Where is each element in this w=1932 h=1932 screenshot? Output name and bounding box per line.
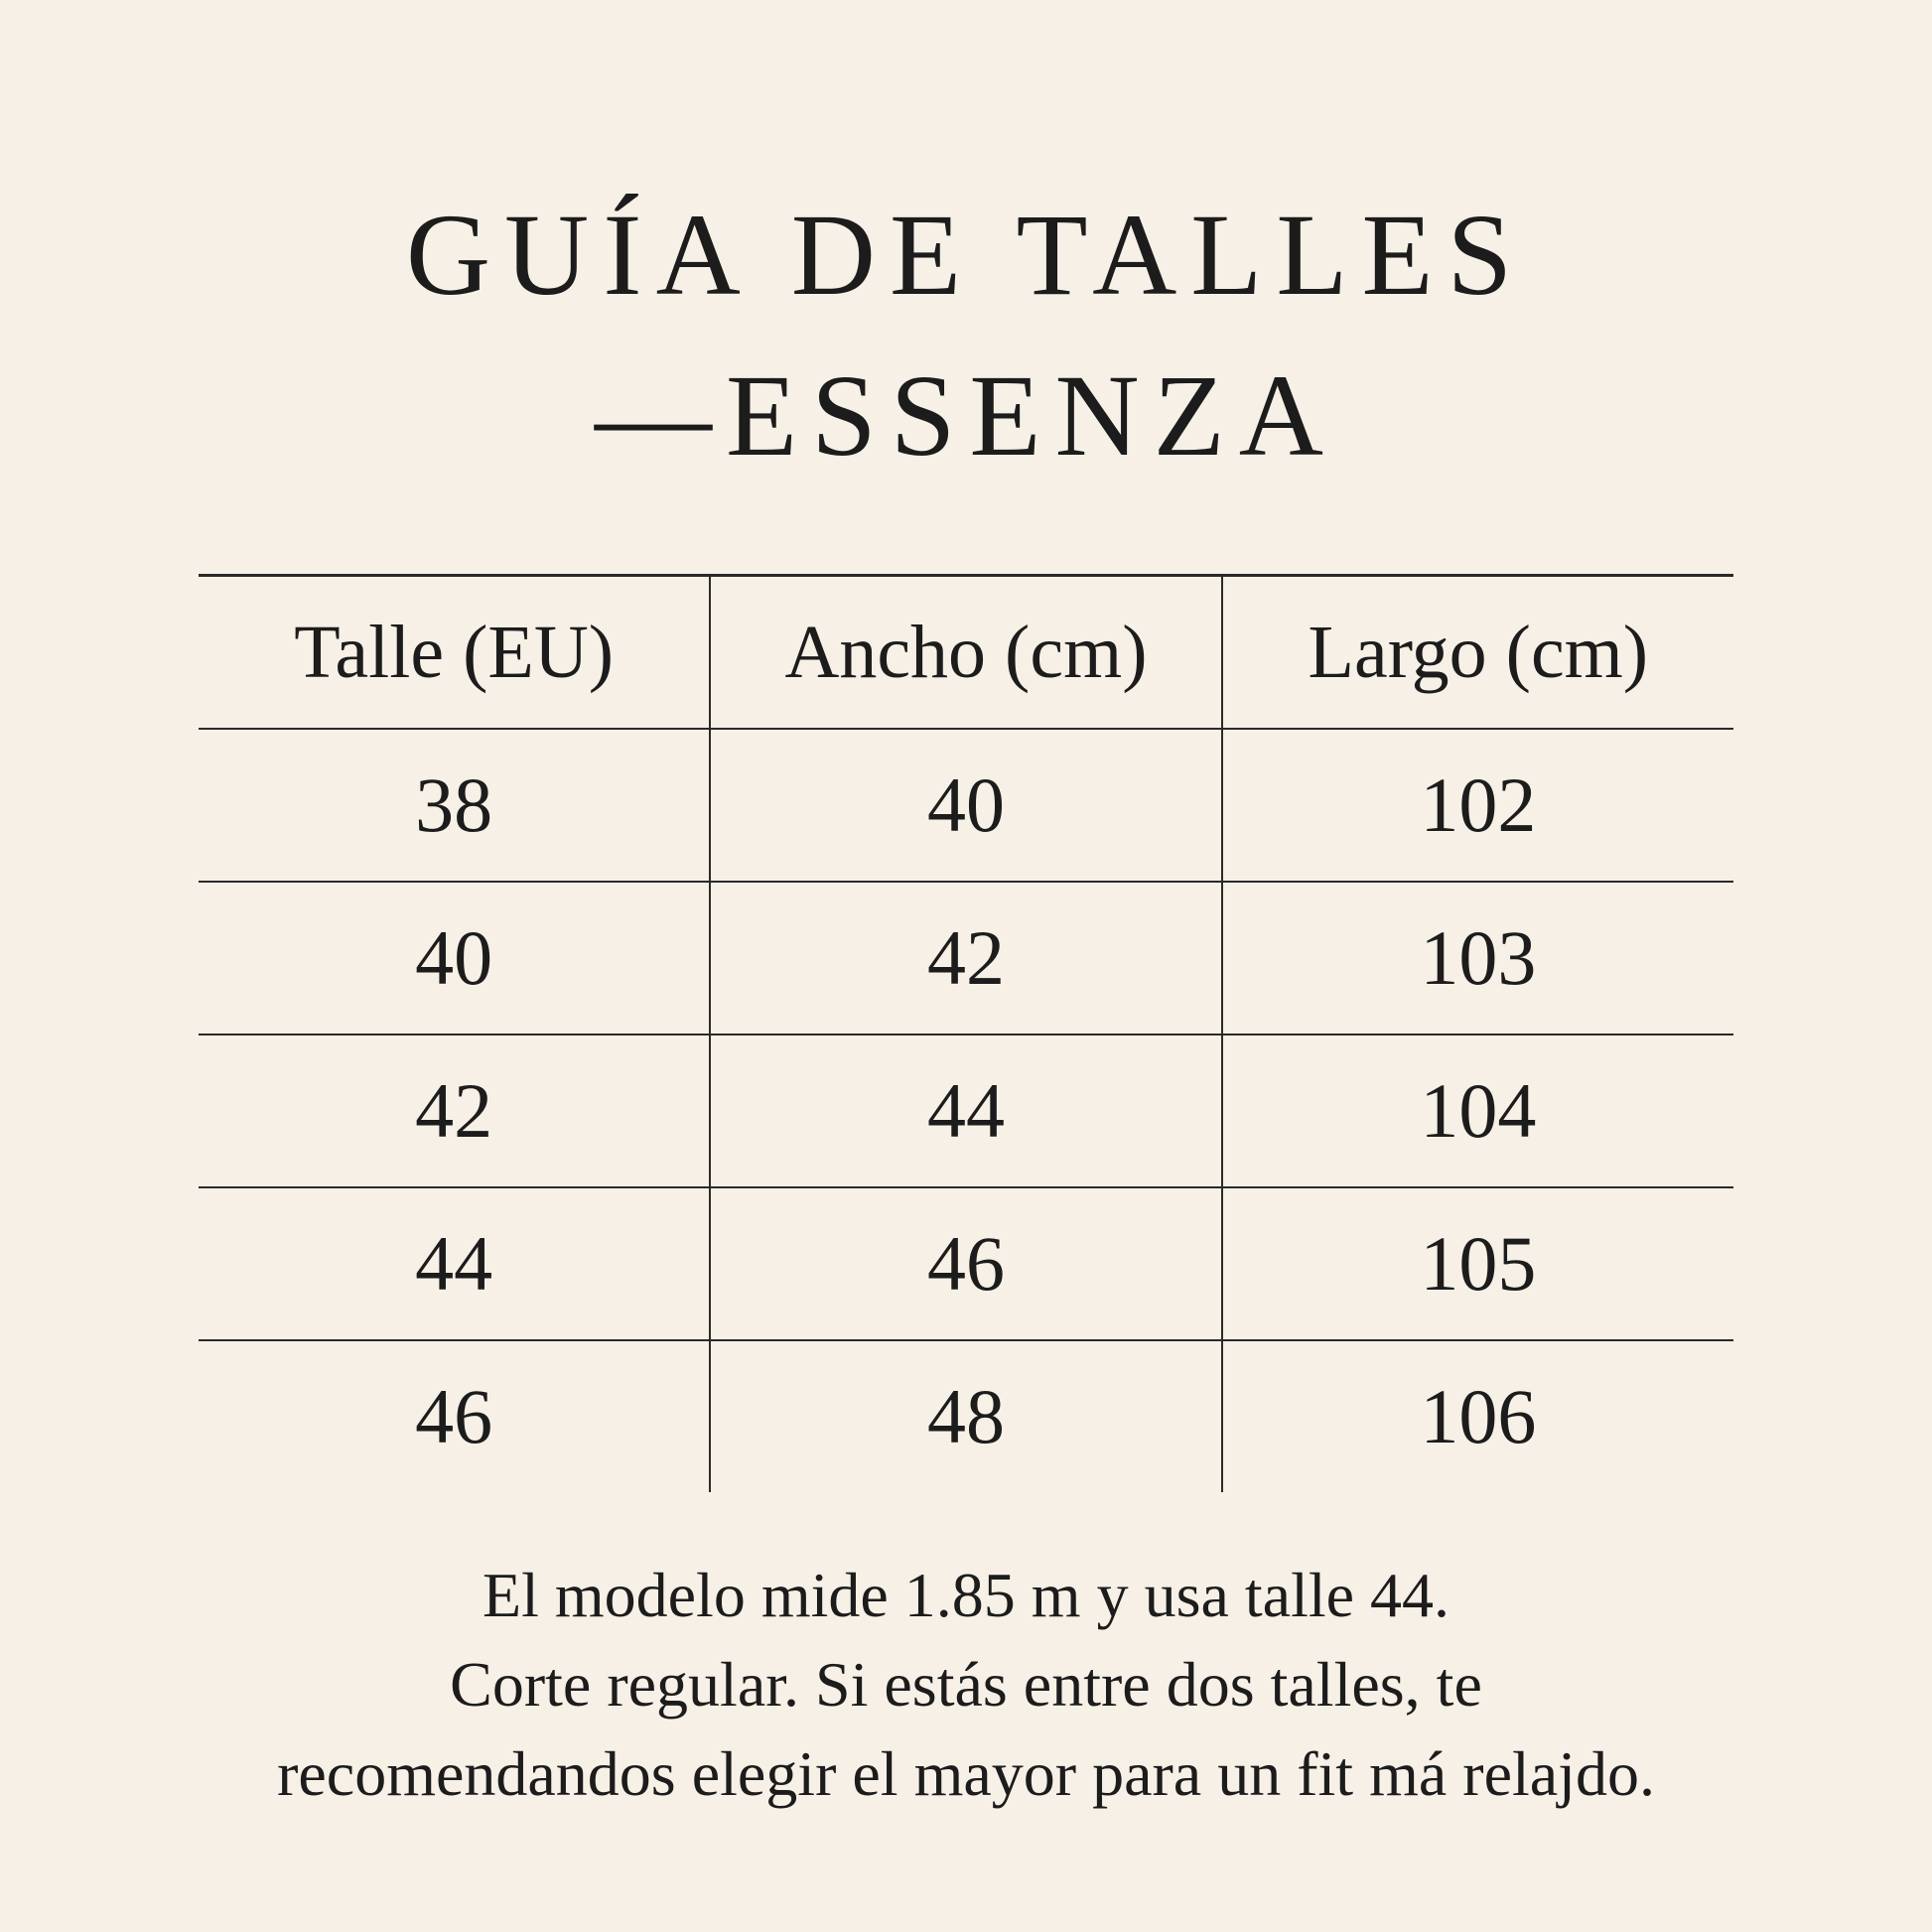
cell-ancho: 42: [710, 882, 1221, 1035]
header-largo: Largo (cm): [1222, 576, 1733, 730]
table-row: [199, 729, 1733, 882]
page-subtitle: —ESSENZA: [595, 350, 1337, 481]
page-title: GUÍA DE TALLES: [405, 190, 1527, 320]
cell-talle: 38: [199, 729, 710, 882]
table-row: [199, 1035, 1733, 1187]
model-note: El modelo mide 1.85 m y usa talle 44.: [482, 1560, 1450, 1630]
table-header-row: [199, 576, 1733, 730]
header-ancho: Ancho (cm): [710, 576, 1221, 730]
cell-largo: 103: [1222, 882, 1733, 1035]
cell-largo: 104: [1222, 1035, 1733, 1187]
cell-largo: 102: [1222, 729, 1733, 882]
cell-talle: 40: [199, 882, 710, 1035]
table-row: [199, 1187, 1733, 1340]
cell-largo: 105: [1222, 1187, 1733, 1340]
cell-ancho: 40: [710, 729, 1221, 882]
fit-note: Corte regular. Si estás entre dos talles, te: [450, 1649, 1482, 1720]
cell-ancho: 44: [710, 1035, 1221, 1187]
table-row: [199, 882, 1733, 1035]
cell-ancho: 46: [710, 1187, 1221, 1340]
size-table: [199, 574, 1733, 1492]
cell-ancho: 48: [710, 1340, 1221, 1492]
cell-largo: 106: [1222, 1340, 1733, 1492]
header-talle: Talle (EU): [199, 576, 710, 730]
cell-talle: 46: [415, 1373, 493, 1459]
cell-talle: 42: [199, 1035, 710, 1187]
cell-talle: 44: [199, 1187, 710, 1340]
recommendation-note: recomendandos elegir el mayor para un fit má relajdo.: [277, 1738, 1655, 1809]
table-row: [199, 1340, 1733, 1492]
